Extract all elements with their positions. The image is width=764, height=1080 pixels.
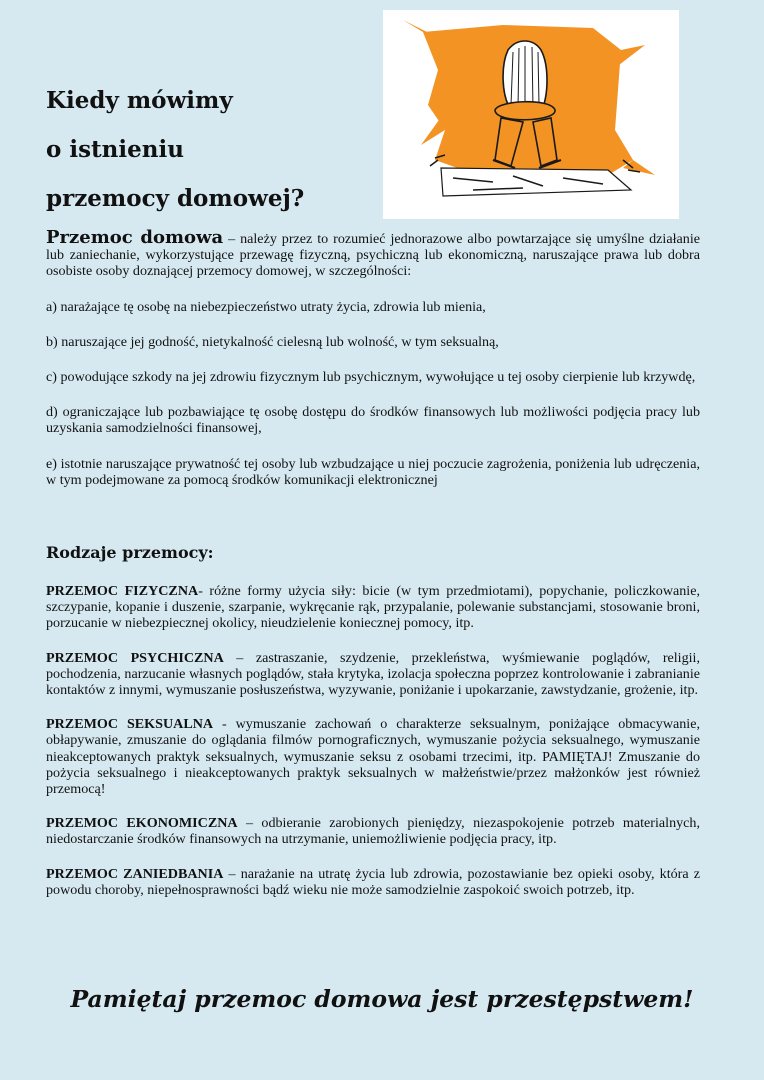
- type-sexual: [46, 716, 700, 797]
- type-name: PRZEMOC ZANIEDBANIA: [46, 865, 224, 882]
- closing-statement: Pamiętaj przemoc domowa jest przestępstwem!: [70, 985, 694, 1013]
- title-line-1: Kiedy mówimy: [46, 87, 233, 114]
- type-description: – odbieranie zarobionych pieniędzy, niezaspokojenie potrzeb materialnych, niedostarczanie środków finansowych na utrzymanie, uniemożliwienie podjęcia pracy, itp.: [46, 815, 700, 848]
- type-physical: [46, 583, 700, 632]
- crying-person-illustration: [383, 10, 679, 219]
- type-description: – narażanie na utratę życia lub zdrowia, pozostawianie bez opieki osoby, która z powodu choroby, niepełnosprawności bądź wieku nie może samodzielnie zaspokoić swoich potrzeb, itp.: [46, 865, 700, 898]
- crying-person-illustration-icon: [383, 10, 679, 219]
- type-name: PRZEMOC FIZYCZNA: [46, 583, 199, 599]
- title-line-3: przemocy domowej?: [46, 185, 305, 212]
- definition-point-d: d) ograniczające lub pozbawiające tę osobę dostępu do środków finansowych lub możliwości podjęcia pracy lub uzyskania samodzielności finansowej,: [46, 404, 700, 437]
- type-description: – zastraszanie, szydzenie, przekleństwa, wyśmiewanie poglądów, religii, pochodzenia, narzucanie własnych poglądów, stała krytyka, izolacja społeczna poprzez kontrolowanie i zabranianie kontaktów z innymi, wymuszanie posłuszeństwa, wyzywanie, poniżanie i upokarzanie, zawstydzanie, grożenie, itp.: [46, 649, 700, 699]
- definition-point-b: b) naruszające jej godność, nietykalność cielesną lub wolność, w tym seksualną,: [46, 333, 499, 350]
- types-heading: Rodzaje przemocy:: [46, 543, 214, 562]
- definition-paragraph: [46, 227, 700, 280]
- definition-point-e: e) istotnie naruszające prywatność tej osoby lub wzbudzające u niej poczucie zagrożenia, poniżenia lub udręczenia, w tym podejmowane za pomocą środków komunikacji elektronicznej: [46, 455, 700, 488]
- definition-text: – należy przez to rozumieć jednorazowe albo powtarzające się umyślne działanie lub zaniechanie, wykorzystujące przewagę fizyczną, psychiczną lub ekonomiczną, naruszające prawa lub dobra osobiste osoby doznającej przemocy domowej, w szczególności:: [46, 231, 700, 280]
- types-section: [46, 583, 700, 898]
- definition-point-a: a) narażające tę osobę na niebezpieczeństwo utraty życia, zdrowia lub mienia,: [46, 298, 486, 315]
- type-description: - wymuszanie zachowań o charakterze seksualnym, poniżające obmacywanie, obłapywanie, zmuszanie do oglądania filmów pornograficznych, wymuszanie pożycia seksualnego, wymuszanie nieakceptowanych praktyk seksualnych, wymuszanie seksu z osobami trzecimi, itp. PAMIĘTAJ! Zmuszanie do pożycia seksualnego i nieakceptowanych praktyk seksualnych w małżeństwie/przez małżonków jest również przemocą!: [46, 716, 700, 798]
- type-economic: [46, 815, 700, 847]
- definition-term: Przemoc domowa: [46, 227, 224, 248]
- definition-point-c: c) powodujące szkody na jej zdrowiu fizycznym lub psychicznym, wywołujące u tej osoby cierpienie lub krzywdę,: [46, 369, 696, 386]
- definition-section: [46, 227, 700, 488]
- type-neglect: [46, 866, 700, 898]
- type-description: - różne formy użycia siły: bicie (w tym przedmiotami), popychanie, policzkowanie, szczypanie, kopanie i duszenie, szarpanie, wykręcanie rąk, przypalanie, polewanie substancjami, stosowanie broni, porzucanie w niebezpiecznej okolicy, nieudzielenie koniecznej pomocy, itp.: [46, 583, 700, 632]
- type-name: PRZEMOC EKONOMICZNA: [46, 815, 238, 832]
- type-name: PRZEMOC SEKSUALNA: [46, 716, 214, 733]
- type-name: PRZEMOC PSYCHICZNA: [46, 649, 224, 666]
- type-psychological: [46, 650, 700, 699]
- title-line-2: o istnieniu: [46, 136, 184, 163]
